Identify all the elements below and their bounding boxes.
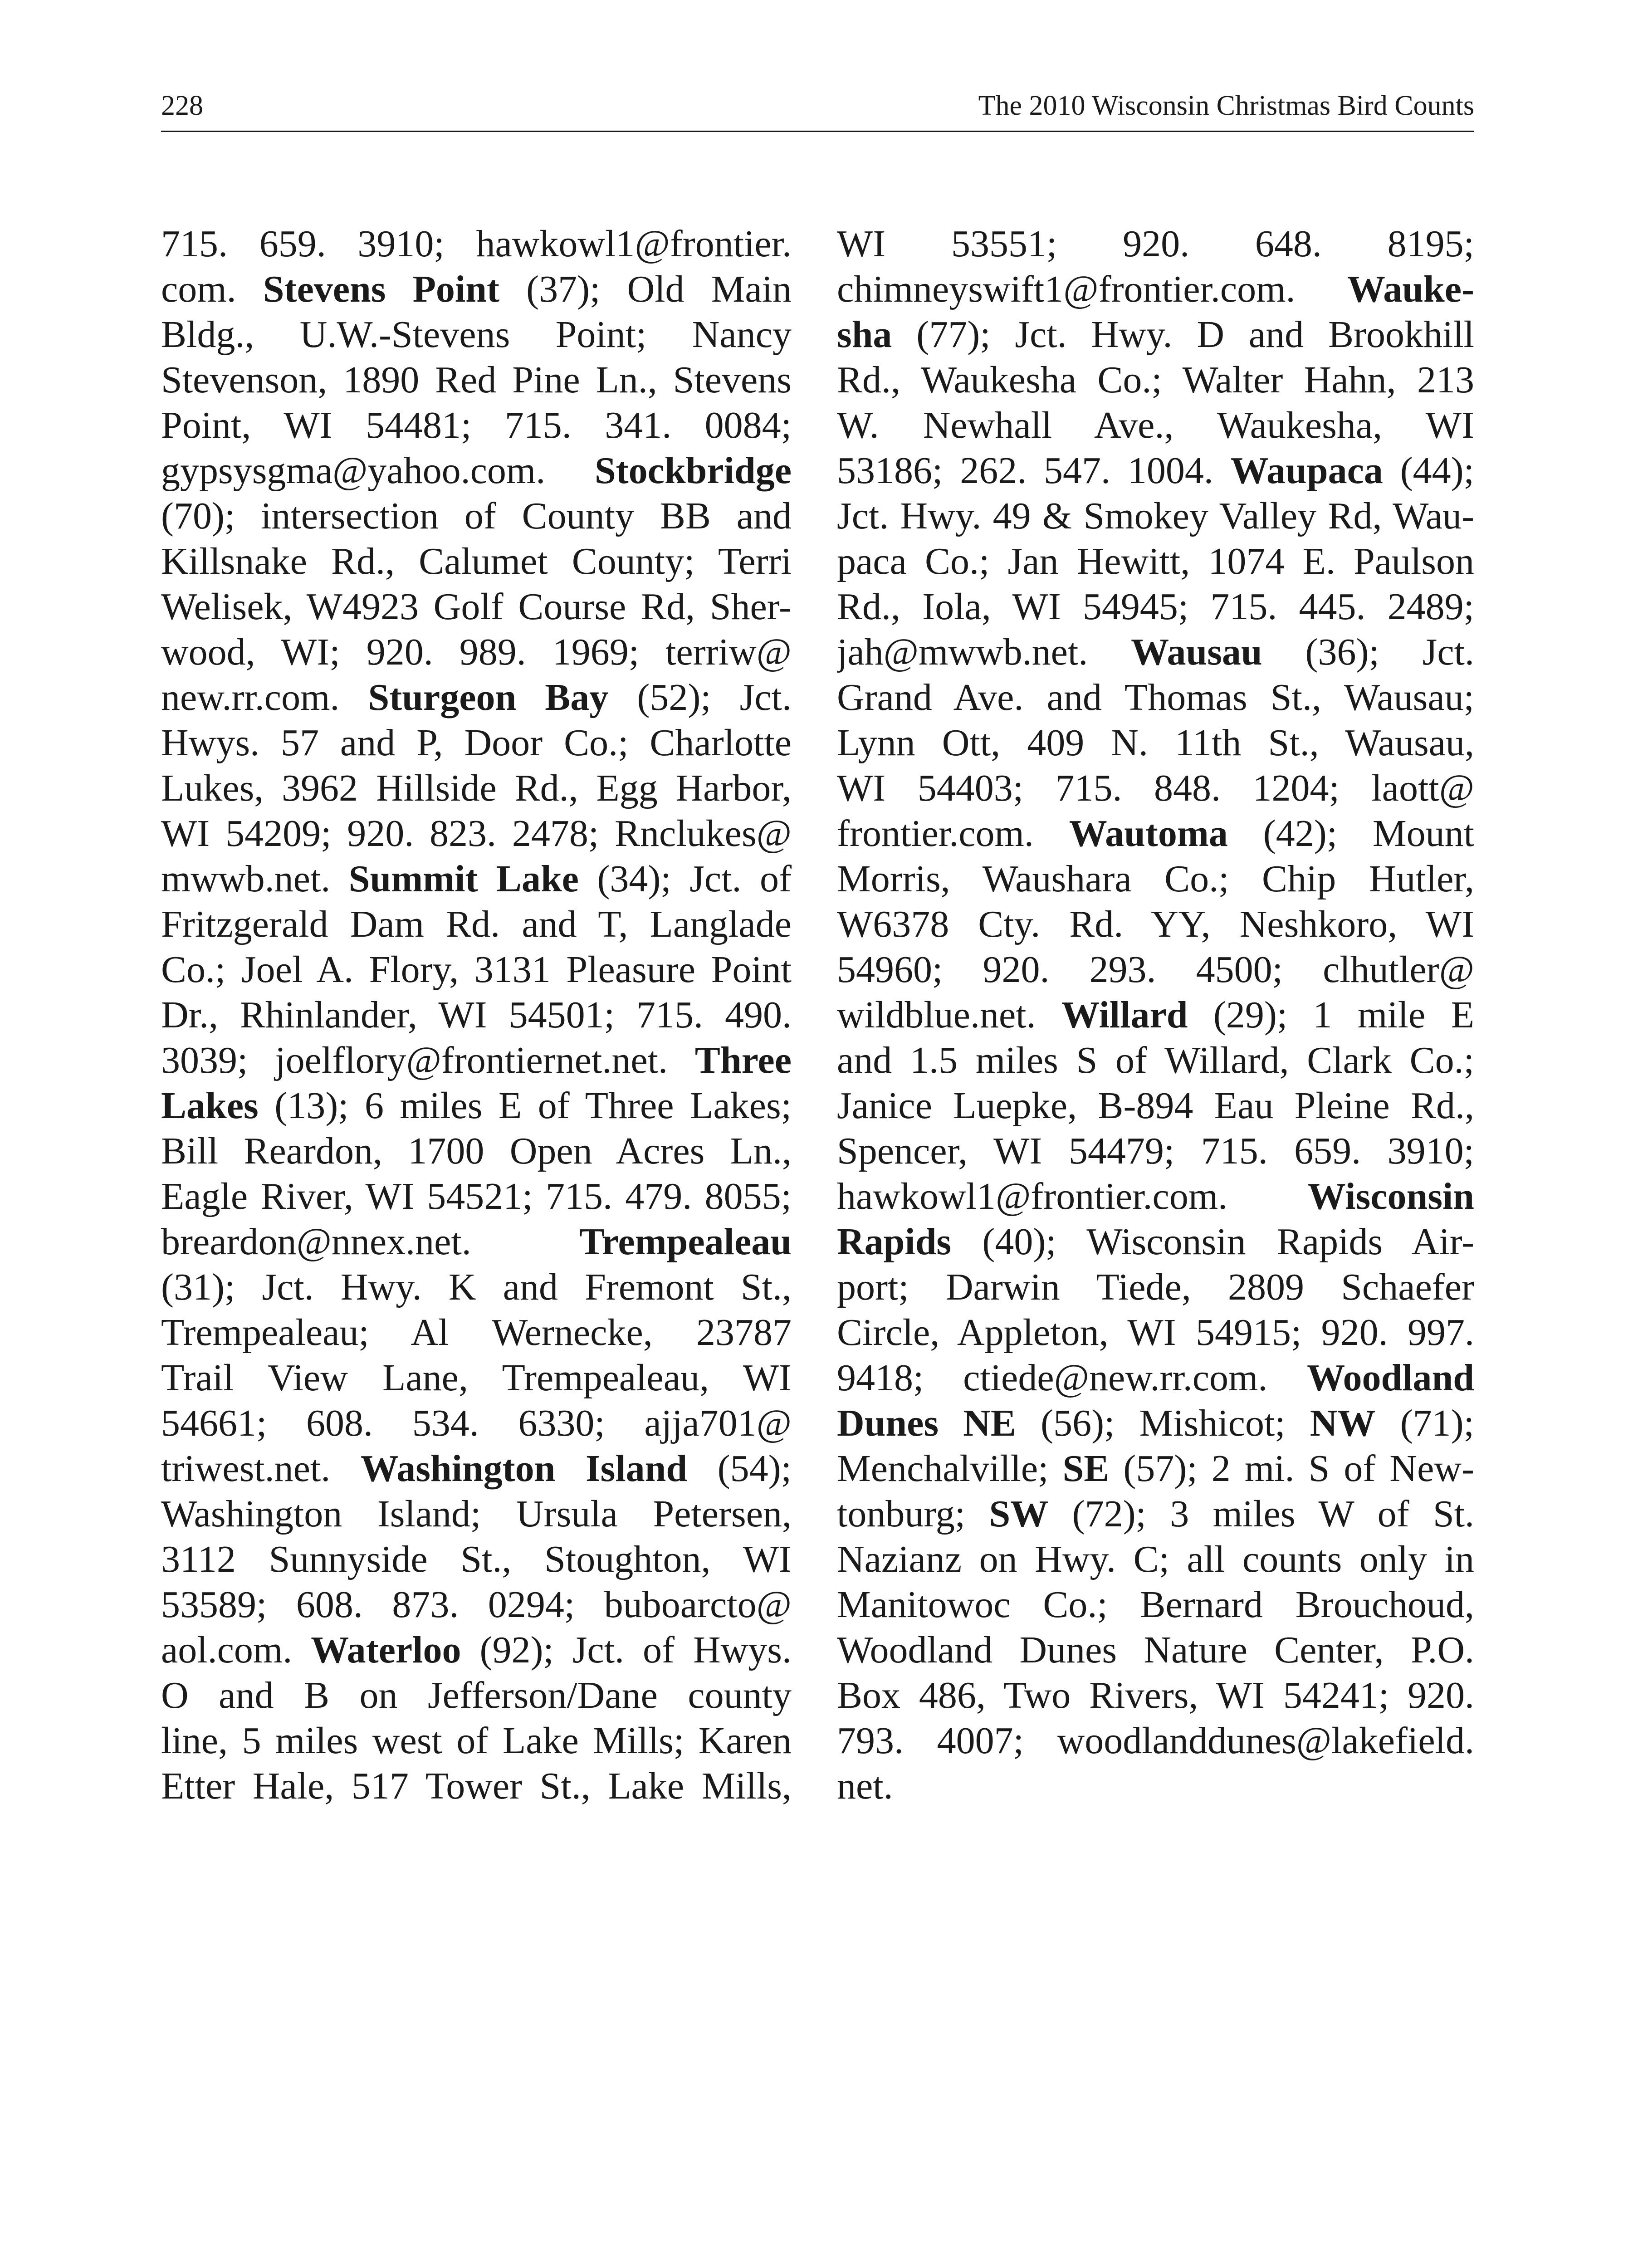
text-line: Manitowoc Co.; Bernard Brouchoud, [837, 1584, 1474, 1626]
text-line: Menchalville; SE (57); 2 mi. S of New- [837, 1447, 1474, 1490]
text-line: Washington Island; Ursula Petersen, [161, 1493, 792, 1535]
text-line: net. [837, 1765, 893, 1807]
text-line: Janice Luepke, B-894 Eau Pleine Rd., [837, 1085, 1474, 1127]
text-line: Rd., Iola, WI 54945; 715. 445. 2489; [837, 586, 1474, 628]
right-column [837, 221, 1474, 1809]
text-line: aol.com. Waterloo (92); Jct. of Hwys. [161, 1629, 792, 1671]
text-line: 3039; joelflory@frontiernet.net. Three [161, 1039, 792, 1081]
text-line: W6378 Cty. Rd. YY, Neshkoro, WI [837, 903, 1474, 945]
text-line: Circle, Appleton, WI 54915; 920. 997. [837, 1311, 1474, 1354]
text-line: Eagle River, WI 54521; 715. 479. 8055; [161, 1175, 792, 1217]
text-line: 715. 659. 3910; hawkowl1@frontier. [161, 223, 792, 265]
text-line: Trempealeau; Al Wernecke, 23787 [161, 1311, 792, 1354]
text-line: Woodland Dunes Nature Center, P.O. [837, 1629, 1474, 1671]
text-line: 54960; 920. 293. 4500; clhutler@ [837, 948, 1474, 991]
text-line: O and B on Jefferson/Dane county [161, 1674, 792, 1716]
text-line: new.rr.com. Sturgeon Bay (52); Jct. [161, 676, 792, 719]
text-line: gypsysgma@yahoo.com. Stockbridge [161, 450, 792, 492]
text-line: line, 5 miles west of Lake Mills; Karen [161, 1720, 792, 1762]
text-line: 3112 Sunnyside St., Stoughton, WI [161, 1538, 792, 1580]
text-line: port; Darwin Tiede, 2809 Schaefer [837, 1266, 1474, 1308]
running-header [161, 81, 1474, 132]
text-line: Welisek, W4923 Golf Course Rd, Sher- [161, 586, 792, 628]
text-line: breardon@nnex.net. Trempealeau [161, 1221, 792, 1263]
text-line: triwest.net. Washington Island (54); [161, 1447, 792, 1490]
text-line: 793. 4007; woodlanddunes@lakefield. [837, 1720, 1474, 1762]
text-line: Hwys. 57 and P, Door Co.; Charlotte [161, 722, 792, 764]
text-line: Nazianz on Hwy. C; all counts only in [837, 1538, 1474, 1580]
text-line: sha (77); Jct. Hwy. D and Brookhill [837, 313, 1474, 356]
text-line: Stevenson, 1890 Red Pine Ln., Stevens [161, 359, 792, 401]
text-line: Box 486, Two Rivers, WI 54241; 920. [837, 1674, 1474, 1716]
text-line: 53186; 262. 547. 1004. Waupaca (44); [837, 450, 1474, 492]
left-column [161, 221, 792, 1809]
text-line: (70); intersection of County BB and [161, 495, 792, 537]
text-line: Point, WI 54481; 715. 341. 0084; [161, 404, 792, 446]
text-line: Dr., Rhinlander, WI 54501; 715. 490. [161, 994, 792, 1036]
text-line: WI 54209; 920. 823. 2478; Rnclukes@ [161, 812, 792, 855]
text-line: Grand Ave. and Thomas St., Wausau; [837, 676, 1474, 719]
text-line: jah@mwwb.net. Wausau (36); Jct. [837, 631, 1474, 673]
text-line: com. Stevens Point (37); Old Main [161, 268, 792, 310]
text-line: 53589; 608. 873. 0294; buboarcto@ [161, 1584, 792, 1626]
text-line: mwwb.net. Summit Lake (34); Jct. of [161, 858, 792, 900]
text-line: W. Newhall Ave., Waukesha, WI [837, 404, 1474, 446]
text-line: hawkowl1@frontier.com. Wisconsin [837, 1175, 1474, 1217]
text-line: Rapids (40); Wisconsin Rapids Air- [837, 1221, 1474, 1263]
text-line: paca Co.; Jan Hewitt, 1074 E. Paulson [837, 540, 1474, 582]
text-line: Spencer, WI 54479; 715. 659. 3910; [837, 1130, 1474, 1172]
text-line: chimneyswift1@frontier.com. Wauke- [837, 268, 1474, 310]
text-line: Fritzgerald Dam Rd. and T, Langlade [161, 903, 792, 945]
text-line: Bill Reardon, 1700 Open Acres Ln., [161, 1130, 792, 1172]
text-line: Trail View Lane, Trempealeau, WI [161, 1357, 792, 1399]
text-line: frontier.com. Wautoma (42); Mount [837, 812, 1474, 855]
text-line: WI 53551; 920. 648. 8195; [837, 223, 1474, 265]
text-line: Jct. Hwy. 49 & Smokey Valley Rd, Wau- [837, 495, 1474, 537]
text-line: wildblue.net. Willard (29); 1 mile E [837, 994, 1474, 1036]
page-number: 228 [161, 90, 203, 121]
text-line: tonburg; SW (72); 3 miles W of St. [837, 1493, 1474, 1535]
text-line: 9418; ctiede@new.rr.com. Woodland [837, 1357, 1474, 1399]
text-line: 54661; 608. 534. 6330; ajja701@ [161, 1402, 792, 1444]
text-line: Morris, Waushara Co.; Chip Hutler, [837, 858, 1474, 900]
text-line: WI 54403; 715. 848. 1204; laott@ [837, 767, 1474, 809]
text-line: Rd., Waukesha Co.; Walter Hahn, 213 [837, 359, 1474, 401]
text-line: Bldg., U.W.-Stevens Point; Nancy [161, 313, 792, 356]
text-line: Co.; Joel A. Flory, 3131 Pleasure Point [161, 948, 792, 991]
text-line: and 1.5 miles S of Willard, Clark Co.; [837, 1039, 1474, 1081]
text-line: wood, WI; 920. 989. 1969; terriw@ [161, 631, 792, 673]
running-title: The 2010 Wisconsin Christmas Bird Counts [978, 90, 1474, 121]
text-line: Lakes (13); 6 miles E of Three Lakes; [161, 1085, 792, 1127]
text-line: Etter Hale, 517 Tower St., Lake Mills, [161, 1765, 792, 1807]
text-line: Dunes NE (56); Mishicot; NW (71); [837, 1402, 1474, 1444]
text-line: Killsnake Rd., Calumet County; Terri [161, 540, 792, 582]
text-line: Lukes, 3962 Hillside Rd., Egg Harbor, [161, 767, 792, 809]
text-line: Lynn Ott, 409 N. 11th St., Wausau, [837, 722, 1474, 764]
text-line: (31); Jct. Hwy. K and Fremont St., [161, 1266, 792, 1308]
